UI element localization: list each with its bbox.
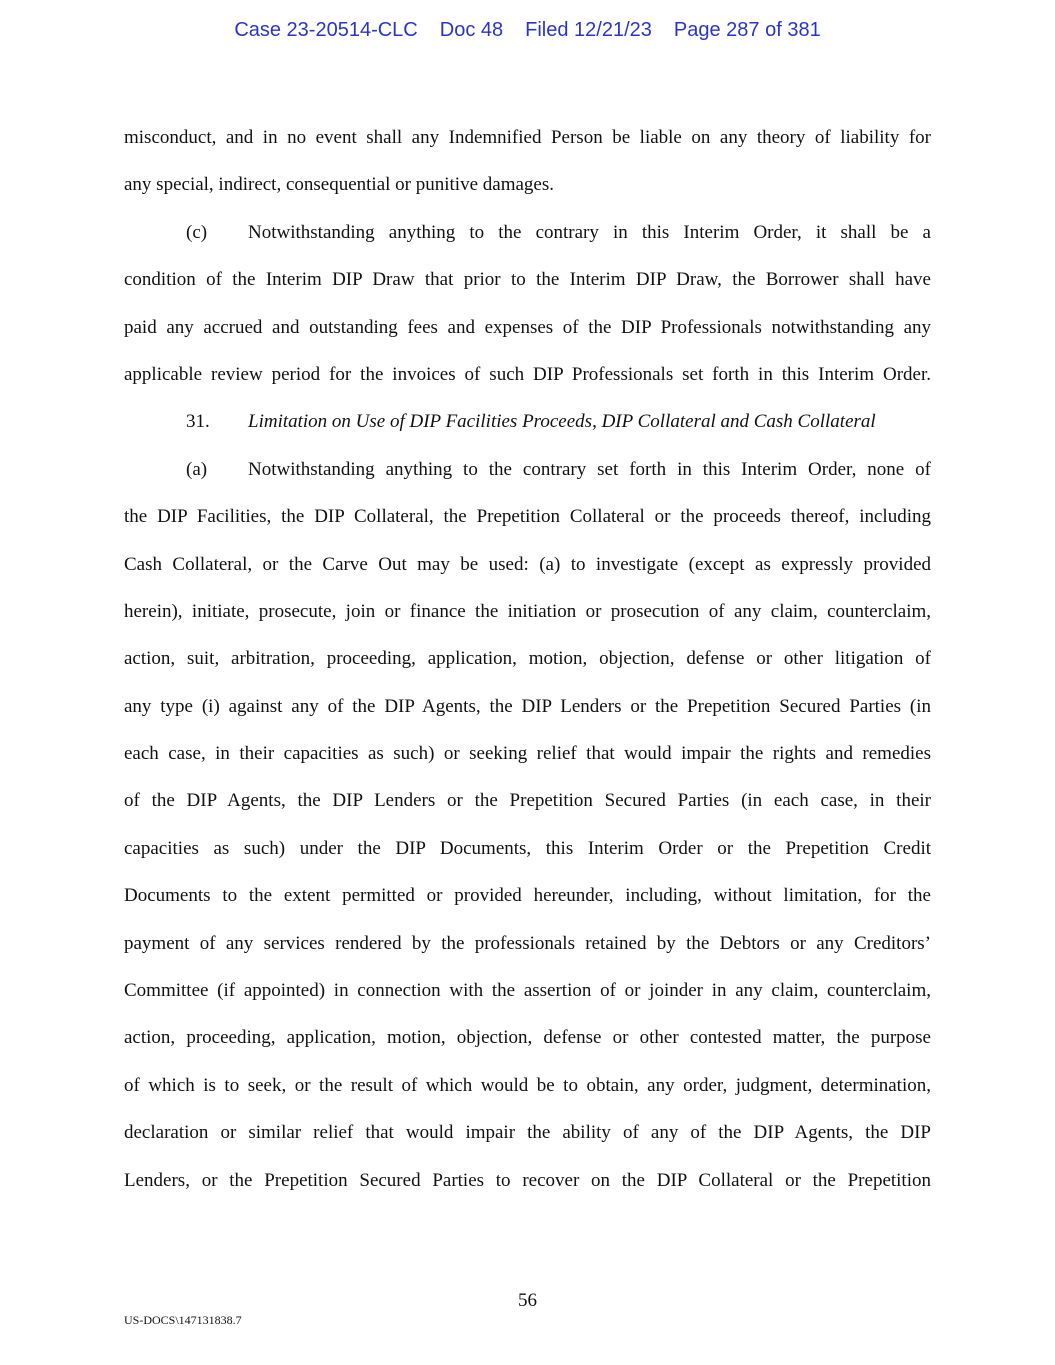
paragraph-marker-c: (c)	[186, 221, 208, 243]
text-line: Notwithstanding anything to the contrary in this Interim Order, it shall be a	[248, 221, 931, 243]
text-line: Lenders, or the Prepetition Secured Parties to recover on the DIP Collateral or the Prepetition	[124, 1169, 931, 1191]
text-line: Documents to the extent permitted or provided hereunder, including, without limitation, for the	[124, 885, 931, 907]
section-heading	[124, 398, 931, 445]
case-filing-header	[0, 19, 1055, 42]
page-of-total: Page 287 of 381	[673, 19, 821, 41]
text-line: payment of any services rendered by the professionals retained by the Debtors or any Creditors’	[124, 932, 931, 954]
body-text	[124, 114, 931, 1204]
text-line: of the DIP Agents, the DIP Lenders or the Prepetition Secured Parties (in each case, in their	[124, 790, 931, 812]
section-number: 31.	[186, 411, 210, 433]
section-title: Limitation on Use of DIP Facilities Proceeds, DIP Collateral and Cash Collateral	[248, 411, 876, 433]
text-line: any special, indirect, consequential or punitive damages.	[124, 174, 554, 196]
text-line: action, proceeding, application, motion, objection, defense or other contested matter, the purpose	[124, 1027, 931, 1049]
text-line: Committee (if appointed) in connection with the assertion of or joinder in any claim, counterclaim,	[124, 980, 931, 1002]
text-line: paid any accrued and outstanding fees and expenses of the DIP Professionals notwithstanding any	[124, 316, 931, 338]
paragraph-a-first-line	[124, 446, 931, 493]
text-line: Notwithstanding anything to the contrary set forth in this Interim Order, none of	[248, 458, 931, 480]
text-line: any type (i) against any of the DIP Agents, the DIP Lenders or the Prepetition Secured Parties (in	[124, 695, 931, 717]
page-number: 56	[518, 1290, 537, 1311]
doc-number: Doc 48	[439, 19, 504, 41]
text-line: declaration or similar relief that would impair the ability of any of the DIP Agents, the DIP	[124, 1122, 931, 1144]
text-line: action, suit, arbitration, proceeding, application, motion, objection, defense or other litigation of	[124, 648, 931, 670]
text-line: misconduct, and in no event shall any Indemnified Person be liable on any theory of liability for	[124, 127, 931, 148]
document-id: US-DOCS\147131838.7	[124, 1313, 242, 1327]
case-number: Case 23-20514-CLC	[234, 19, 418, 41]
text-line: applicable review period for the invoices of such DIP Professionals set forth in this Interim Order.	[124, 363, 931, 385]
text-line: each case, in their capacities as such) or seeking relief that would impair the rights and remedies	[124, 743, 931, 765]
filed-date: Filed 12/21/23	[525, 19, 652, 41]
text-line: capacities as such) under the DIP Documents, this Interim Order or the Prepetition Credit	[124, 837, 931, 859]
text-line: condition of the Interim DIP Draw that prior to the Interim DIP Draw, the Borrower shall have	[124, 269, 931, 291]
paragraph-marker-a: (a)	[186, 458, 208, 480]
paragraph-c-first-line	[124, 209, 931, 256]
text-line: of which is to seek, or the result of which would be to obtain, any order, judgment, determination,	[124, 1074, 931, 1096]
text-line: herein), initiate, prosecute, join or finance the initiation or prosecution of any claim, counterclaim,	[124, 600, 931, 622]
text-line: Cash Collateral, or the Carve Out may be used: (a) to investigate (except as expressly provided	[124, 553, 931, 575]
text-line: the DIP Facilities, the DIP Collateral, the Prepetition Collateral or the proceeds thereof, including	[124, 506, 931, 528]
